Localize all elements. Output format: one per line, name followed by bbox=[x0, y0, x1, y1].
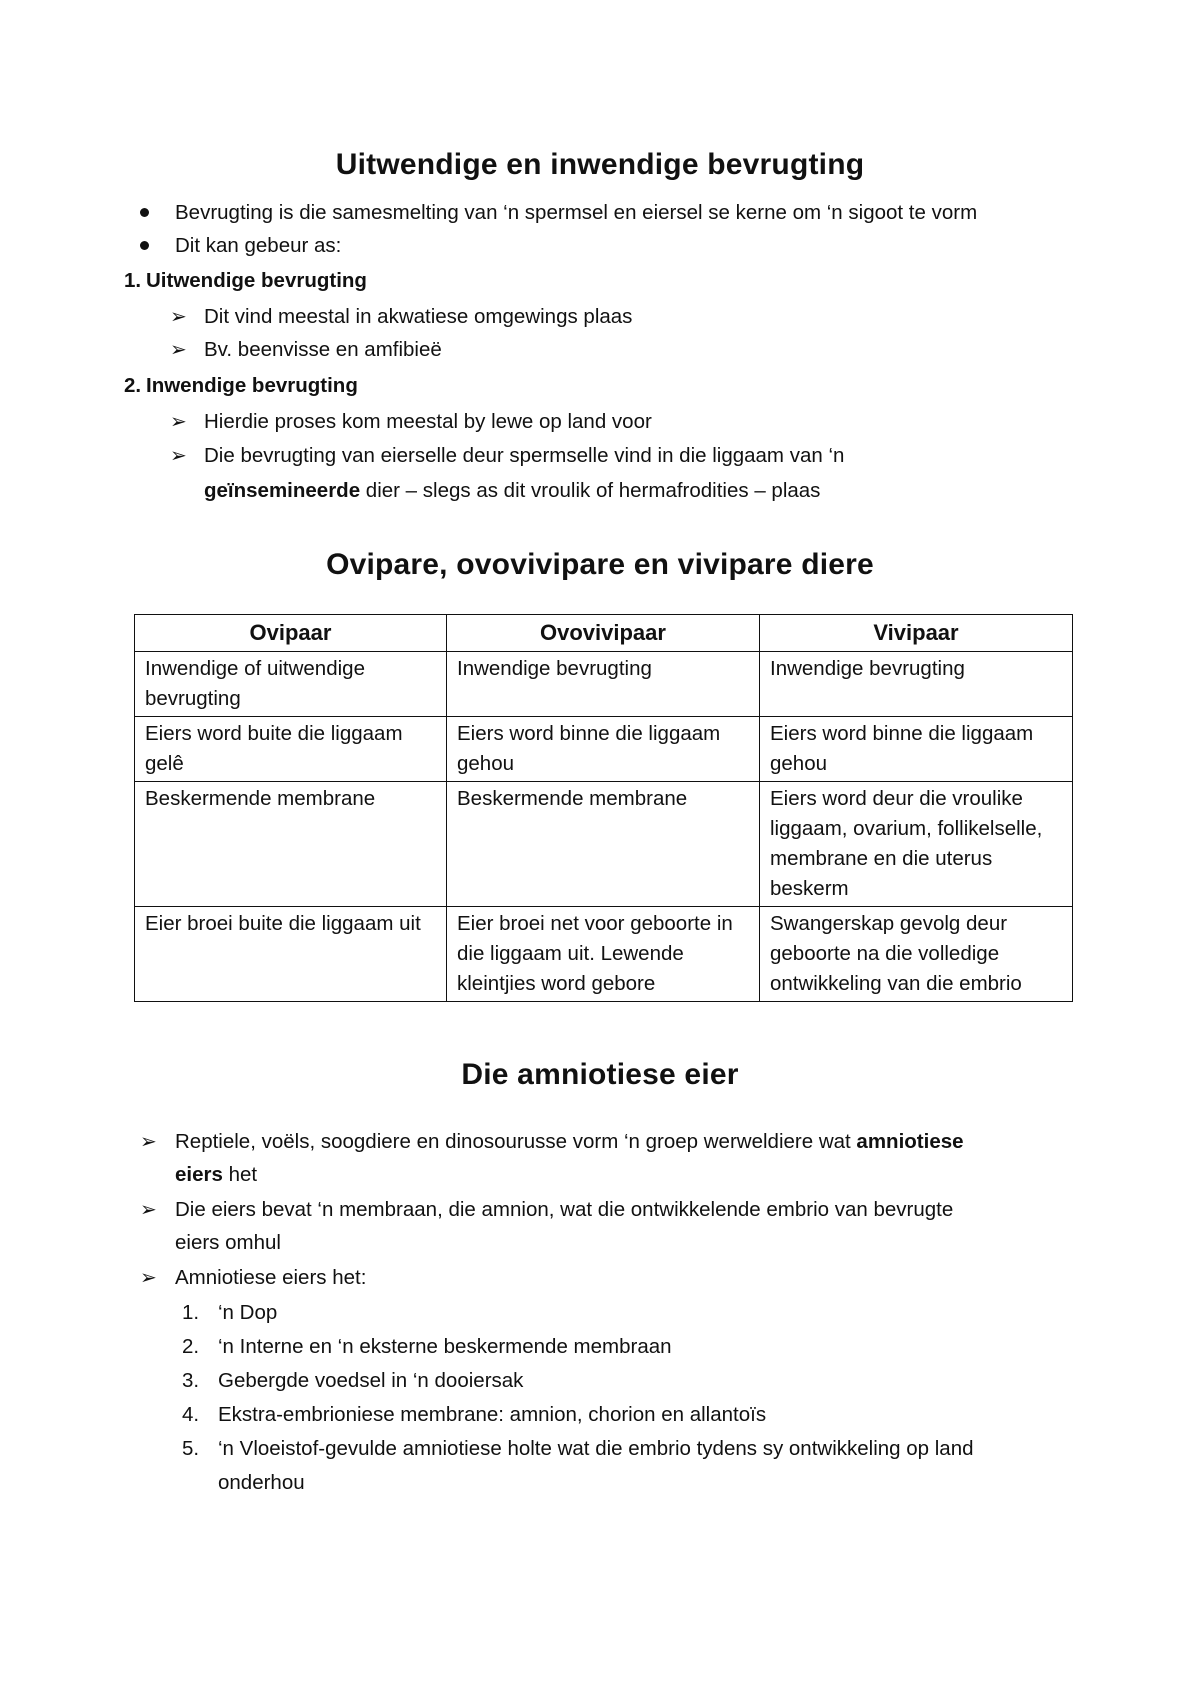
bullet-text: Dit kan gebeur as: bbox=[175, 234, 342, 257]
list-item: Amniotiese eiers het: bbox=[175, 1266, 367, 1289]
table-cell: Inwendige of uitwendige bevrugting bbox=[135, 652, 447, 717]
table-cell: Eiers word deur die vroulike liggaam, ovarium, follikelselle, membrane en die uterus beskerm bbox=[760, 782, 1073, 907]
arrow-bullet-icon: ➢ bbox=[170, 411, 187, 433]
list-item: Die bevrugting van eierselle deur spermselle vind in die liggaam van ‘n bbox=[204, 444, 845, 467]
item2-heading: Inwendige bevrugting bbox=[146, 374, 358, 397]
arrow-bullet-icon: ➢ bbox=[170, 445, 187, 467]
list-item-text: het bbox=[222, 1163, 258, 1186]
bold-term: amniotiese bbox=[856, 1130, 964, 1153]
item2-number: 2. bbox=[124, 374, 142, 397]
table-row bbox=[135, 717, 1073, 782]
list-item-text: dier – slegs as dit vroulik of hermafrodities – plaas bbox=[360, 479, 821, 502]
bold-term: eiers bbox=[175, 1163, 223, 1186]
numbered-item-continuation: onderhou bbox=[218, 1471, 305, 1494]
numbered-item-number: 5. bbox=[182, 1437, 200, 1460]
column-header: Ovipaar bbox=[135, 615, 447, 652]
arrow-bullet-icon: ➢ bbox=[170, 339, 187, 361]
table-row bbox=[135, 782, 1073, 907]
table-cell: Eier broei buite die liggaam uit bbox=[135, 907, 447, 1002]
table-cell: Inwendige bevrugting bbox=[760, 652, 1073, 717]
list-item: Dit vind meestal in akwatiese omgewings plaas bbox=[204, 305, 633, 328]
arrow-bullet-icon: ➢ bbox=[140, 1199, 157, 1221]
column-header: Vivipaar bbox=[760, 615, 1073, 652]
numbered-item-number: 2. bbox=[182, 1335, 200, 1358]
section2-title: Ovipare, ovovivipare en vivipare diere bbox=[326, 548, 874, 581]
numbered-item-number: 3. bbox=[182, 1369, 200, 1392]
table-cell: Eiers word binne die liggaam gehou bbox=[760, 717, 1073, 782]
item1-heading: Uitwendige bevrugting bbox=[146, 269, 367, 292]
list-item: Die eiers bevat ‘n membraan, die amnion, wat die ontwikkelende embrio van bevrugte bbox=[175, 1198, 954, 1221]
section3-title: Die amniotiese eier bbox=[461, 1058, 739, 1091]
comparison-table bbox=[134, 614, 1073, 1002]
bullet-dot bbox=[140, 208, 149, 217]
numbered-item-number: 1. bbox=[182, 1301, 200, 1324]
column-header: Ovovivipaar bbox=[447, 615, 760, 652]
arrow-bullet-icon: ➢ bbox=[140, 1267, 157, 1289]
table-cell: Eiers word buite die liggaam gelê bbox=[135, 717, 447, 782]
table-cell: Eier broei net voor geboorte in die liggaam uit. Lewende kleintjies word gebore bbox=[447, 907, 760, 1002]
bold-term: geïnsemineerde bbox=[204, 479, 361, 502]
numbered-item-text: Ekstra-embrioniese membrane: amnion, chorion en allantoïs bbox=[218, 1403, 767, 1426]
table-cell: Eiers word binne die liggaam gehou bbox=[447, 717, 760, 782]
numbered-item-text: ‘n Interne en ‘n eksterne beskermende membraan bbox=[218, 1335, 672, 1358]
numbered-item-text: Gebergde voedsel in ‘n dooiersak bbox=[218, 1369, 524, 1392]
table-row bbox=[135, 907, 1073, 1002]
arrow-bullet-icon: ➢ bbox=[170, 306, 187, 328]
list-item: Hierdie proses kom meestal by lewe op land voor bbox=[204, 410, 652, 433]
numbered-item-text: ‘n Vloeistof-gevulde amniotiese holte wat die embrio tydens sy ontwikkeling op land bbox=[218, 1437, 974, 1460]
section1-title: Uitwendige en inwendige bevrugting bbox=[335, 148, 865, 181]
arrow-bullet-icon: ➢ bbox=[140, 1131, 157, 1153]
table-row bbox=[135, 652, 1073, 717]
numbered-item-number: 4. bbox=[182, 1403, 200, 1426]
list-item-continuation bbox=[204, 474, 820, 508]
list-item: Bv. beenvisse en amfibieë bbox=[204, 338, 442, 361]
bullet-dot bbox=[140, 241, 149, 250]
list-item bbox=[175, 1125, 964, 1159]
table-header-row bbox=[135, 615, 1073, 652]
list-item-continuation: eiers omhul bbox=[175, 1231, 281, 1254]
table-cell: Inwendige bevrugting bbox=[447, 652, 760, 717]
list-item-continuation bbox=[175, 1158, 257, 1192]
table-cell: Beskermende membrane bbox=[135, 782, 447, 907]
bullet-text: Bevrugting is die samesmelting van ‘n spermsel en eiersel se kerne om ‘n sigoot te vorm bbox=[175, 201, 978, 224]
numbered-item-text: ‘n Dop bbox=[218, 1301, 278, 1324]
table-cell: Swangerskap gevolg deur geboorte na die volledige ontwikkeling van die embrio bbox=[760, 907, 1073, 1002]
item1-number: 1. bbox=[124, 269, 142, 292]
list-item-text: Reptiele, voëls, soogdiere en dinosourusse vorm ‘n groep werweldiere wat bbox=[175, 1130, 857, 1153]
table-cell: Beskermende membrane bbox=[447, 782, 760, 907]
